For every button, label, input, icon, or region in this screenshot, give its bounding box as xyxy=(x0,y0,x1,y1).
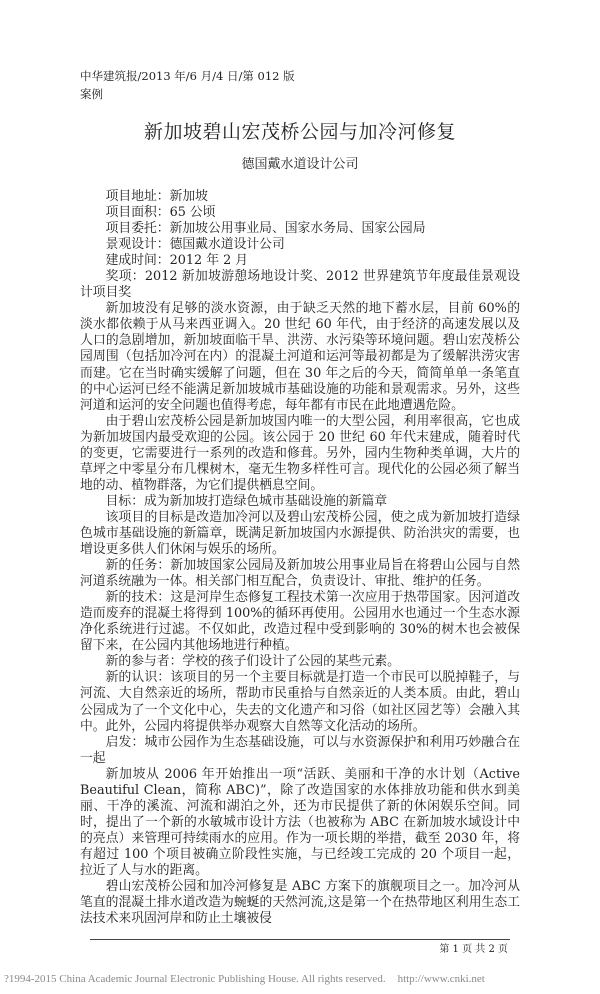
footer-divider xyxy=(90,939,510,940)
section-heading: 启发：城市公园作为生态基础设施，可以与水资源保护和利用巧妙融合在一起 xyxy=(80,734,520,766)
paragraph: 新加坡没有足够的淡水资源，由于缺乏天然的地下蓄水层，目前 60%的淡水都依赖于从马来西亚调入。20 世纪 60 年代，由于经济的高速发展以及人口的急剧增加，新加坡面临干旱、洪涝、水污染等环境问题。碧山宏茂桥公园周围（包括加冷河在内）的混凝土河道和运河等最初都是为了缓解洪涝灾害而建。它在当时确实缓解了问题，但在 30 年之后的今天，简简单单一条笔直的中心运河已经不能满足新加坡城市基础设施的功能和景观需求。另外，这些河道和运河的安全问题也值得考虑，每年都有市民在此地遭遇危险。 xyxy=(80,301,520,413)
info-awards: 奖项：2012 新加坡游憩场地设计奖、2012 世界建筑节年度最佳景观设计项目奖 xyxy=(80,269,520,301)
copyright-text: ?1994-2015 China Academic Journal Electronic Publishing House. All rights reserved. xyxy=(4,973,386,986)
info-client: 项目委托：新加坡公用事业局、国家水务局、国家公园局 xyxy=(105,221,426,237)
article-body xyxy=(80,189,520,927)
article-author: 德国戴水道设计公司 xyxy=(241,157,359,172)
paragraph: 新的任务：新加坡国家公园局及新加坡公用事业局旨在将碧山公园与自然河道系统融为一体。相关部门相互配合，负责设计、审批、维护的任务。 xyxy=(80,558,520,590)
info-location: 项目地址：新加坡 xyxy=(105,189,208,204)
paragraph: 新的技术：这是河岸生态修复工程技术第一次应用于热带国家。因河道改造而废弃的混凝土将得到 100%的循环再使用。公园用水也通过一个生态水源净化系统进行过滤。不仅如此，改造过程中受到影响的 30%的树木也会被保留下来，在公园内其他场地进行种植。 xyxy=(80,590,520,654)
info-completion: 建成时间：2012 年 2 月 xyxy=(105,253,249,269)
info-area: 项目面积：65 公顷 xyxy=(105,205,216,221)
article-title: 新加坡碧山宏茂桥公园与加冷河修复 xyxy=(143,121,456,143)
paragraph: 新的参与者：学校的孩子们设计了公园的某些元素。 xyxy=(105,654,400,670)
publication-source: 中华建筑报/2013 年/6 月/4 日/第 012 版 xyxy=(80,69,295,83)
page-number: 第 1 页 共 2 页 xyxy=(439,944,508,956)
cnki-link[interactable]: http://www.cnki.net xyxy=(397,973,485,986)
paragraph: 碧山宏茂桥公园和加冷河修复是 ABC 方案下的旗舰项目之一。加冷河从笔直的混凝土排水道改造为蜿蜒的天然河流,这是第一个在热带地区利用生态工法技术来巩固河岸和防止土壤被侵 xyxy=(80,879,520,927)
section-heading: 目标：成为新加坡打造绿色城市基础设施的新篇章 xyxy=(105,493,388,509)
section-label: 案例 xyxy=(80,87,103,101)
info-designer: 景观设计：德国戴水道设计公司 xyxy=(105,237,285,253)
paragraph: 新加坡从 2006 年开始推出一项“活跃、美丽和干净的水计划（Active Beautiful Clean，简称 ABC)”，除了改造国家的水体排放功能和供水到美丽、干净的溪流、河流和湖泊之外，还为市民提供了新的休闲娱乐空间。同时，提出了一个新的水敏城市设计方法（也被称为 ABC 在新加坡水域设计中的亮点）来管理可持续雨水的应用。作为一项长期的举措，截至 2030 年，将有超过 100 个项目被确立阶段性实施，与已经竣工完成的 20 个项目一起，拉近了人与水的距离。 xyxy=(80,766,520,878)
paragraph: 由于碧山宏茂桥公园是新加坡国内唯一的大型公园，利用率很高，它也成为新加坡国内最受欢迎的公园。该公园于 20 世纪 60 年代末建成，随着时代的变更，它需要进行一系列的改造和修葺。另外，园内生物种类单调，大片的草坪之中零星分布几棵树木，毫无生物多样性可言。现代化的公园必须了解当地的动、植物群落，为它们提供栖息空间。 xyxy=(80,413,520,493)
paragraph: 该项目的目标是改造加冷河以及碧山宏茂桥公园，使之成为新加坡打造绿色城市基础设施的新篇章，既满足新加坡国内水源提供、防治洪灾的需要，也增设更多供人们休闲与娱乐的场所。 xyxy=(80,509,520,558)
paragraph: 新的认识：该项目的另一个主要目标就是打造一个市民可以脱掉鞋子，与河流、大自然亲近的场所，帮助市民重拾与自然亲近的人类本质。由此，碧山公园成为了一个文化中心，失去的文化遗产和习俗（如社区园艺等）会融入其中。此外，公园内将提供举办观察大自然等文化活动的场所。 xyxy=(80,670,520,734)
copyright-footer xyxy=(4,972,600,994)
